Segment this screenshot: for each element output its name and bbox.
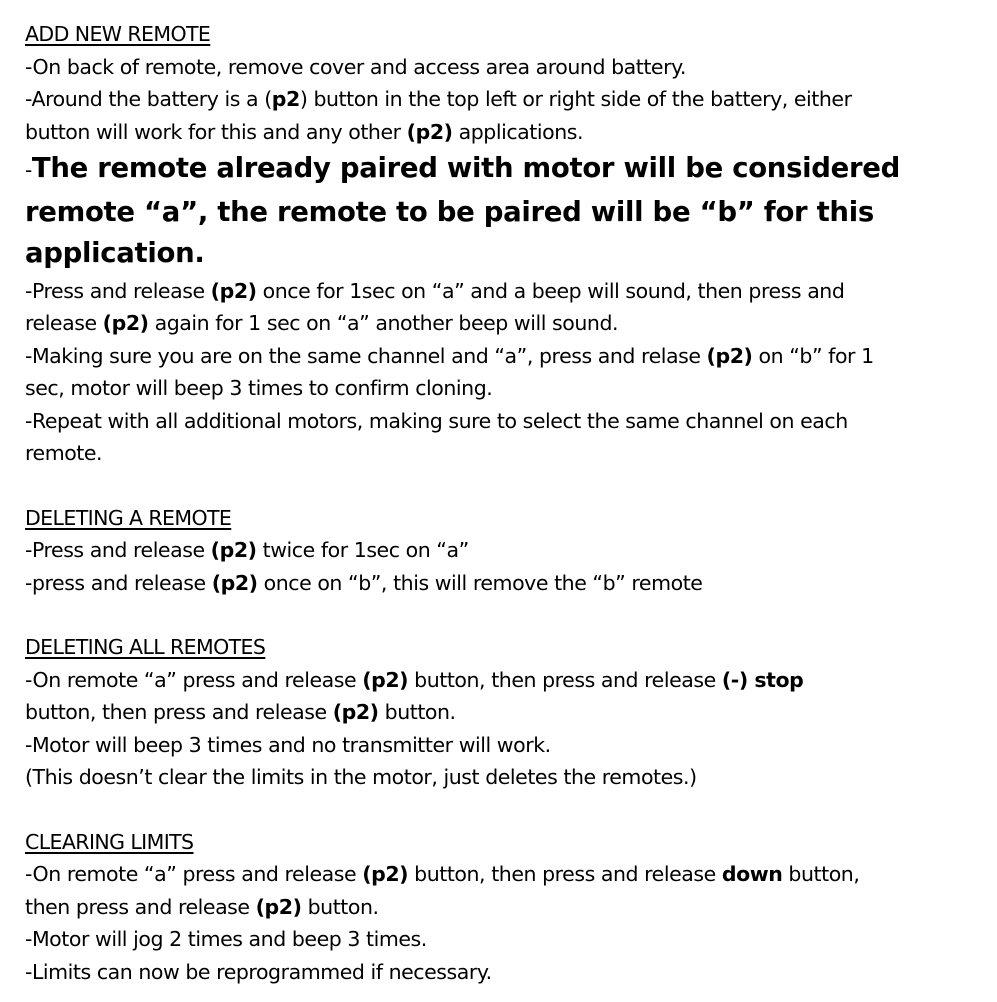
instruction-line: -On back of remote, remove cover and access area around battery. [25, 54, 686, 79]
instruction-line: -Around the battery is a (p2) button in the top left or right side of the battery, either [25, 87, 852, 111]
button-reference: (-) stop [721, 667, 804, 692]
section-deleting-a-remote [25, 502, 997, 600]
section-clearing-limits [25, 826, 997, 989]
instruction-line: then press and release (p2) button. [25, 894, 379, 919]
emphasis-line: application. [25, 237, 205, 269]
instruction-line: -On remote “a” press and release (p2) button, then press and release (-) stop [25, 667, 804, 692]
instruction-line: -Repeat with all additional motors, making sure to select the same channel on each [25, 408, 848, 433]
instruction-line: release (p2) again for 1 sec on “a” another beep will sound. [25, 311, 619, 335]
section-heading: DELETING ALL REMOTES [25, 635, 266, 659]
section-deleting-all-remotes [25, 631, 997, 794]
instruction-line: -Press and release (p2) twice for 1sec on “a” [25, 538, 469, 562]
instruction-line: -Limits can now be reprogrammed if necessary. [25, 959, 492, 984]
instruction-line: -Making sure you are on the same channel and “a”, press and relase (p2) on “b” for 1 [25, 343, 874, 368]
emphasis-line: remote “a”, the remote to be paired will be “b” for this [25, 195, 874, 228]
instruction-line: remote. [25, 441, 103, 465]
section-add-new-remote [25, 18, 997, 470]
section-heading: CLEARING LIMITS [25, 829, 194, 854]
button-reference: (p2) [362, 862, 409, 886]
button-reference: (p2) [332, 700, 379, 724]
button-reference: (p2) [210, 278, 257, 303]
button-reference: (p2) [362, 667, 409, 692]
section-heading: DELETING A REMOTE [25, 505, 232, 530]
instruction-line: button, then press and release (p2) button. [25, 700, 456, 724]
emphasis-line: -The remote already paired with motor will be considered [25, 152, 901, 184]
instruction-line: sec, motor will beep 3 times to confirm cloning. [25, 376, 493, 400]
button-reference: (p2) [255, 894, 302, 919]
button-reference: (p2) [706, 343, 753, 368]
instruction-line: -Press and release (p2) once for 1sec on “a” and a beep will sound, then press and [25, 278, 845, 303]
button-reference: (p2) [210, 538, 257, 562]
button-reference: (p2) [406, 119, 453, 144]
button-reference: down [721, 862, 783, 886]
button-reference: (p2) [102, 311, 149, 335]
button-reference: p2 [271, 87, 300, 111]
instruction-line: -On remote “a” press and release (p2) button, then press and release down button, [25, 862, 860, 886]
section-heading: ADD NEW REMOTE [25, 22, 211, 46]
instruction-line: (This doesn’t clear the limits in the motor, just deletes the remotes.) [25, 765, 697, 789]
instruction-line: button will work for this and any other (p2) applications. [25, 119, 584, 144]
instruction-line: -Motor will beep 3 times and no transmitter will work. [25, 732, 551, 757]
button-reference: (p2) [211, 570, 258, 595]
instruction-line: -Motor will jog 2 times and beep 3 times. [25, 927, 427, 951]
instruction-line: -press and release (p2) once on “b”, this will remove the “b” remote [25, 570, 703, 595]
